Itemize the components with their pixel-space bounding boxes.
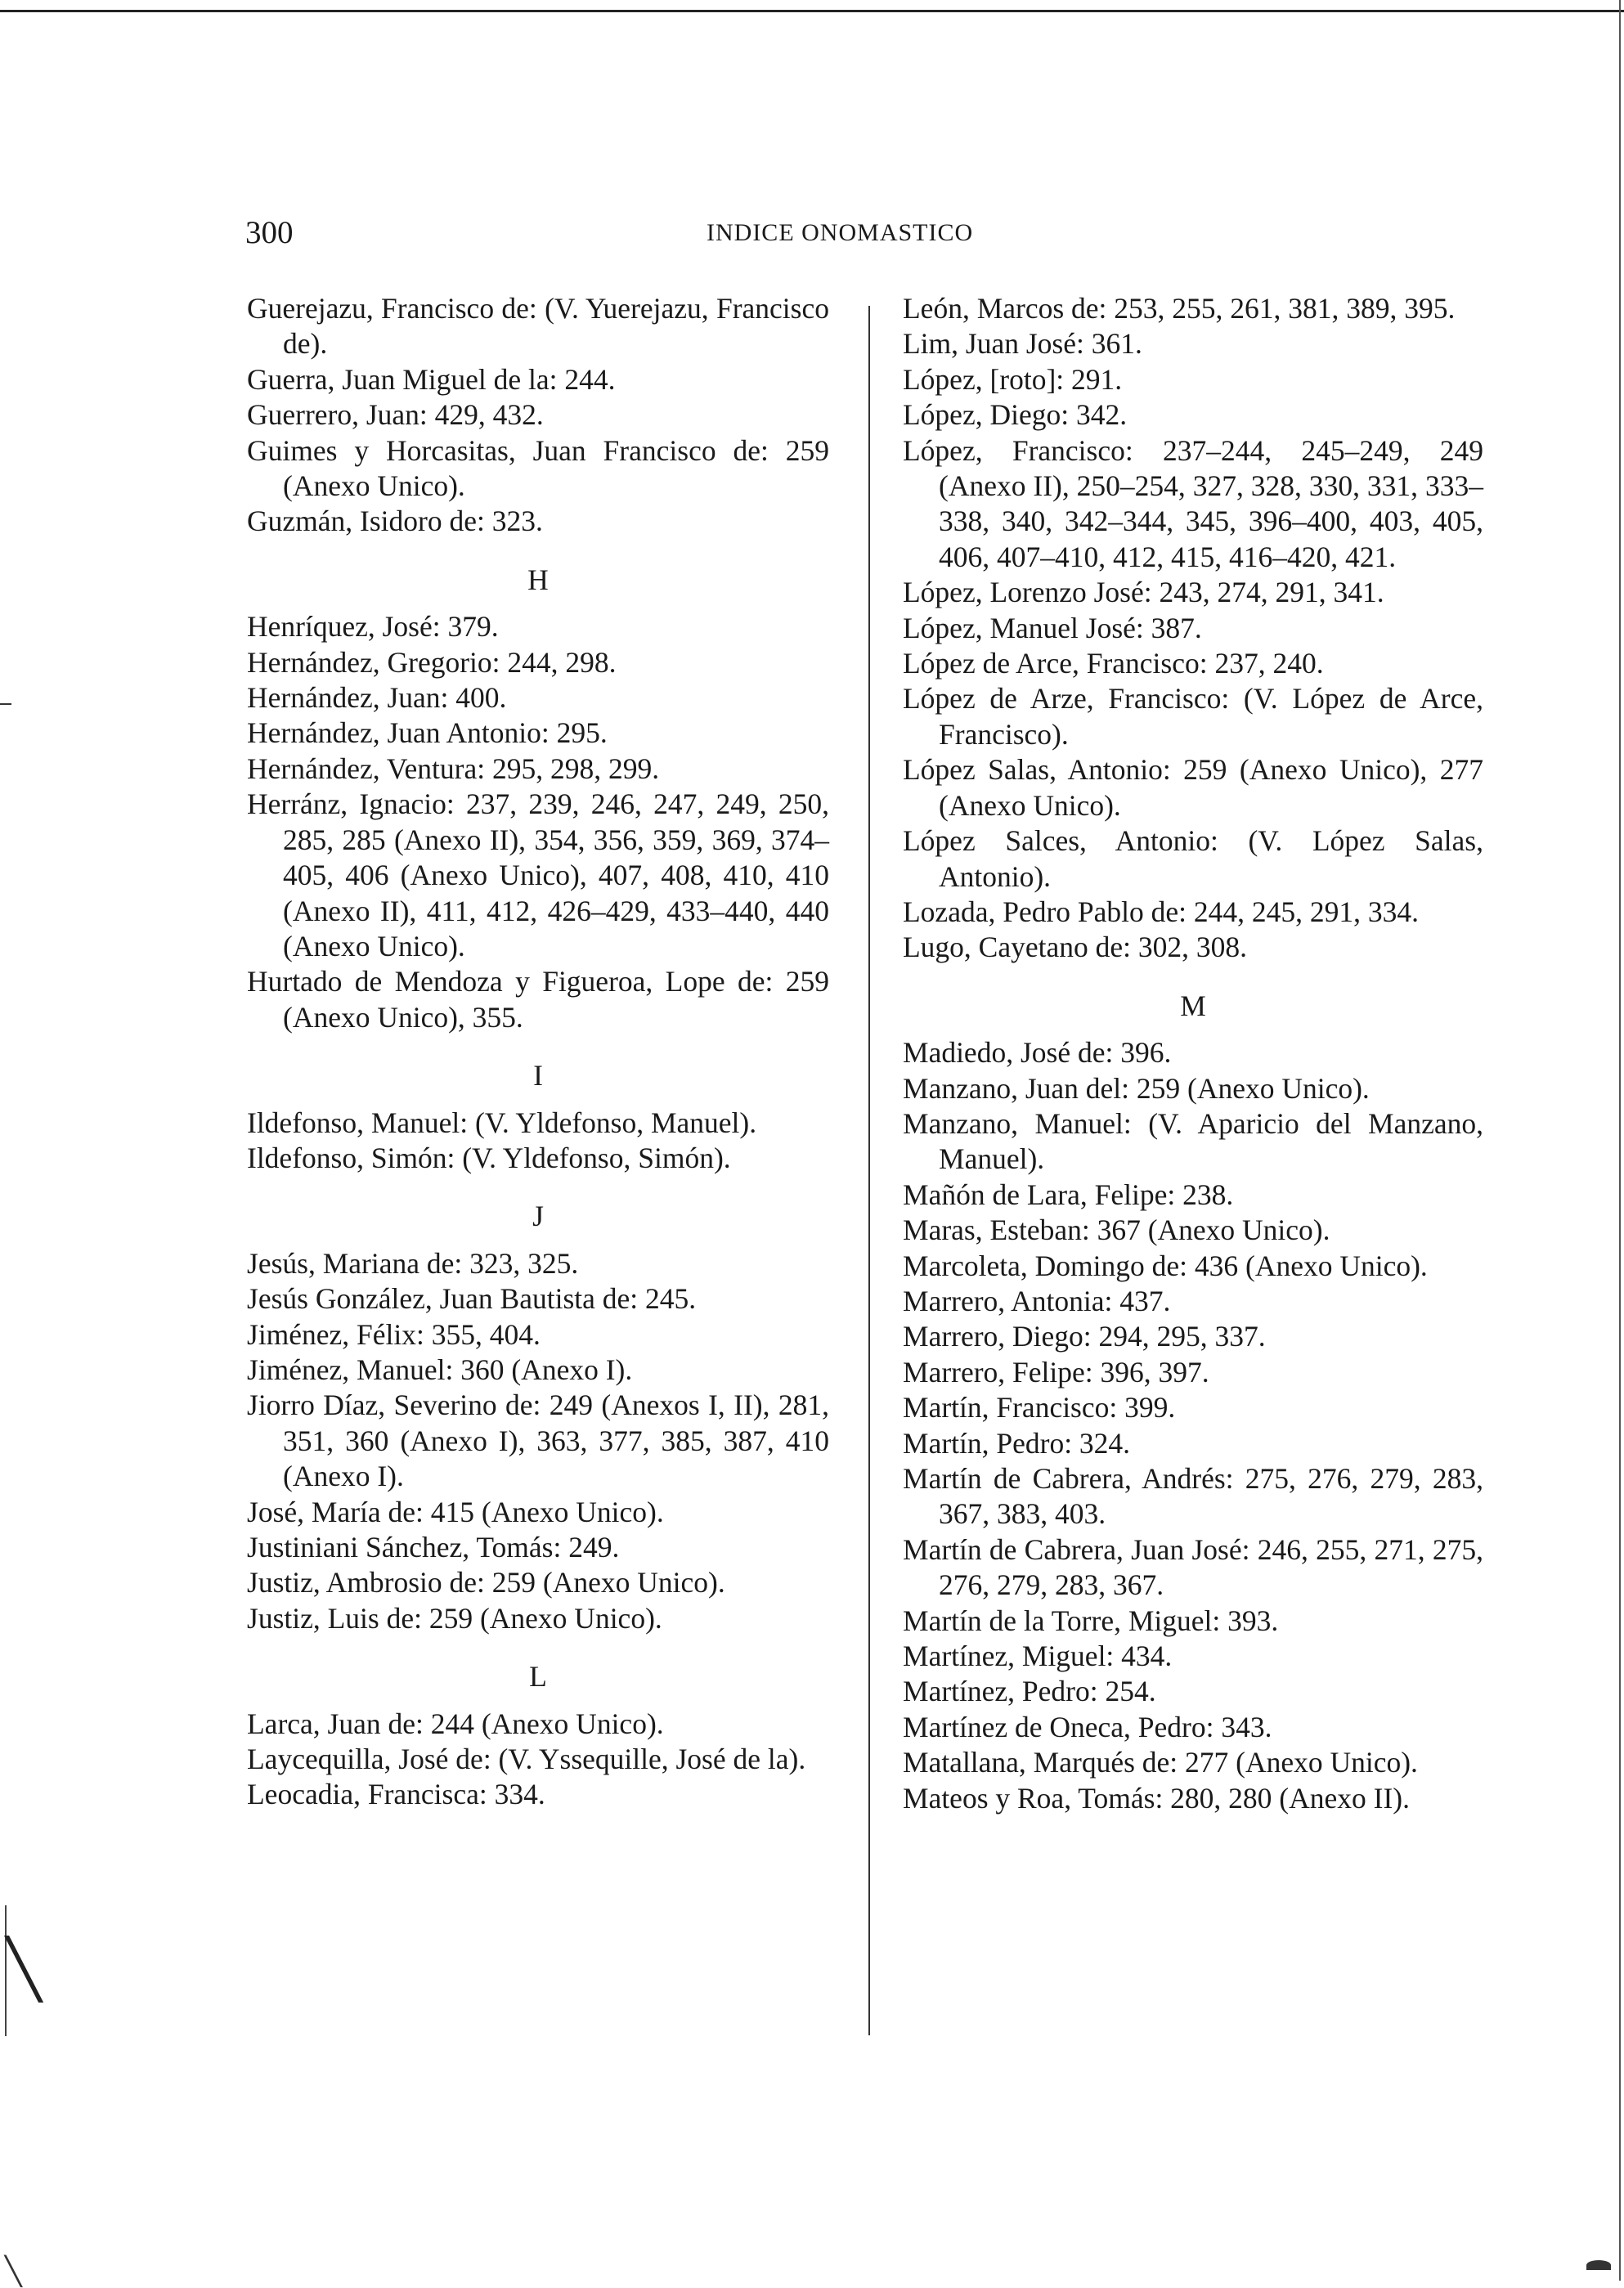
index-entry: López Salas, Antonio: 259 (Anexo Unico), 277 (Anexo Unico).: [903, 753, 1483, 822]
page-header: [245, 214, 1488, 263]
index-entry: Jiménez, Félix: 355, 404.: [247, 1317, 541, 1351]
index-entry: Madiedo, José de: 396.: [903, 1036, 1172, 1070]
index-entry: Hurtado de Mendoza y Figueroa, Lope de: 259 (Anexo Unico), 355.: [247, 965, 829, 1034]
index-entry: López Salces, Antonio: (V. López Salas, Antonio).: [903, 824, 1483, 893]
index-entry: Herránz, Ignacio: 237, 239, 246, 247, 249, 250, 285, 285 (Anexo II), 354, 356, 359, 369, 374–405, 406 (Anexo Unico), 407, 408, 410, 410 (Anexo II), 411, 412, 426–429, 433–440, 440 (Anexo Unico).: [247, 787, 829, 962]
index-entry: José, María de: 415 (Anexo Unico).: [247, 1495, 664, 1528]
index-entry: Martínez, Miguel: 434.: [903, 1640, 1173, 1673]
scan-border-top: [0, 10, 1624, 12]
index-entry: Martín, Francisco: 399.: [903, 1391, 1176, 1424]
index-entry: Leocadia, Francisca: 334.: [247, 1778, 545, 1811]
index-entry: Hernández, Ventura: 295, 298, 299.: [247, 751, 660, 785]
index-entry: Guzmán, Isidoro de: 323.: [247, 505, 543, 538]
index-column-left: [247, 291, 829, 1813]
index-entry: Lozada, Pedro Pablo de: 244, 245, 291, 334.: [903, 895, 1420, 928]
index-entry: Guerrero, Juan: 429, 432.: [247, 398, 544, 432]
index-entry: Hernández, Juan: 400.: [247, 681, 507, 715]
index-entry: Mañón de Lara, Felipe: 238.: [903, 1178, 1234, 1211]
index-entry: Guerra, Juan Miguel de la: 244.: [247, 362, 616, 396]
index-entry: Maras, Esteban: 367 (Anexo Unico).: [903, 1214, 1330, 1247]
page-number: 300: [245, 215, 294, 250]
index-entry: Manzano, Manuel: (V. Aparicio del Manzano, Manuel).: [903, 1106, 1483, 1176]
scan-arrow-mark: ╲: [7, 1939, 42, 2002]
index-entry: Jesús, Mariana de: 323, 325.: [247, 1246, 579, 1280]
index-entry: Jiorro Díaz, Severino de: 249 (Anexos I, II), 281, 351, 360 (Anexo I), 363, 377, 385, 387, 410 (Anexo I).: [247, 1389, 829, 1493]
index-entry: Justiz, Luis de: 259 (Anexo Unico).: [247, 1601, 662, 1635]
scan-border-right: [1619, 0, 1621, 2281]
index-entry: León, Marcos de: 253, 255, 261, 381, 389, 395.: [903, 292, 1456, 325]
index-entry: Henríquez, José: 379.: [247, 610, 499, 644]
section-letter-i: I: [533, 1059, 543, 1092]
index-entry: Martín de Cabrera, Andrés: 275, 276, 279, 283, 367, 383, 403.: [903, 1462, 1483, 1531]
index-entry: López, Manuel José: 387.: [903, 611, 1202, 644]
column-divider: [868, 306, 870, 2035]
scan-bottom-smudge: ╲: [5, 2257, 22, 2287]
index-entry: Martín de la Torre, Miguel: 393.: [903, 1604, 1279, 1637]
index-entry: Marrero, Felipe: 396, 397.: [903, 1355, 1209, 1389]
index-entry: Matallana, Marqués de: 277 (Anexo Unico).: [903, 1746, 1418, 1779]
scan-ink-blot: [1586, 2260, 1611, 2270]
section-letter-l: L: [529, 1660, 547, 1694]
running-title: INDICE ONOMASTICO: [707, 219, 974, 246]
index-entry: Laycequilla, José de: (V. Yssequille, José de la).: [247, 1743, 806, 1776]
index-entry: Manzano, Juan del: 259 (Anexo Unico).: [903, 1071, 1370, 1105]
index-entry: Justiniani Sánchez, Tomás: 249.: [247, 1531, 620, 1563]
index-entry: Hernández, Gregorio: 244, 298.: [247, 645, 617, 679]
index-entry: Ildefonso, Simón: (V. Yldefonso, Simón).: [247, 1141, 731, 1174]
section-letter-m: M: [1180, 989, 1206, 1022]
index-entry: López, Lorenzo José: 243, 274, 291, 341.: [903, 576, 1384, 609]
index-entry: Marrero, Antonia: 437.: [903, 1284, 1171, 1317]
index-entry: Martínez, Pedro: 254.: [903, 1675, 1156, 1708]
index-entry: López, Francisco: 237–244, 245–249, 249 (Anexo II), 250–254, 327, 328, 330, 331, 333–338, 340, 342–344, 345, 396–400, 403, 405, 406, 407–410, 412, 415, 416–420, 421.: [903, 433, 1483, 573]
index-column-right: [903, 291, 1483, 1816]
index-entry: Marcoleta, Domingo de: 436 (Anexo Unico).: [903, 1249, 1428, 1282]
index-entry: Larca, Juan de: 244 (Anexo Unico).: [247, 1707, 664, 1740]
index-entry: Lim, Juan José: 361.: [903, 327, 1142, 361]
index-entry: Justiz, Ambrosio de: 259 (Anexo Unico).: [247, 1566, 725, 1599]
index-entry: López, Diego: 342.: [903, 398, 1128, 432]
index-entry: Jiménez, Manuel: 360 (Anexo I).: [247, 1353, 633, 1386]
section-letter-j: J: [532, 1200, 544, 1233]
index-entry: Lugo, Cayetano de: 302, 308.: [903, 931, 1247, 964]
index-entry: Hernández, Juan Antonio: 295.: [247, 716, 608, 750]
index-entry: Guimes y Horcasitas, Juan Francisco de: 259 (Anexo Unico).: [247, 433, 829, 503]
index-entry: López de Arce, Francisco: 237, 240.: [903, 647, 1324, 680]
index-entry: Mateos y Roa, Tomás: 280, 280 (Anexo II).: [903, 1781, 1410, 1815]
section-letter-h: H: [527, 563, 549, 596]
index-entry: Martín de Cabrera, Juan José: 246, 255, 271, 275, 276, 279, 283, 367.: [903, 1532, 1483, 1602]
index-entry: López de Arze, Francisco: (V. López de Arce, Francisco).: [903, 682, 1483, 751]
scan-margin-mark: [0, 703, 11, 705]
index-entry: Ildefonso, Manuel: (V. Yldefonso, Manuel).: [247, 1106, 757, 1139]
index-entry: Martín, Pedro: 324.: [903, 1426, 1131, 1460]
index-entry: López, [roto]: 291.: [903, 362, 1123, 396]
index-entry: Marrero, Diego: 294, 295, 337.: [903, 1320, 1266, 1353]
index-entry: Guerejazu, Francisco de: (V. Yuerejazu, Francisco de).: [247, 292, 829, 361]
index-entry: Martínez de Oneca, Pedro: 343.: [903, 1710, 1272, 1743]
index-entry: Jesús González, Juan Bautista de: 245.: [247, 1282, 697, 1316]
